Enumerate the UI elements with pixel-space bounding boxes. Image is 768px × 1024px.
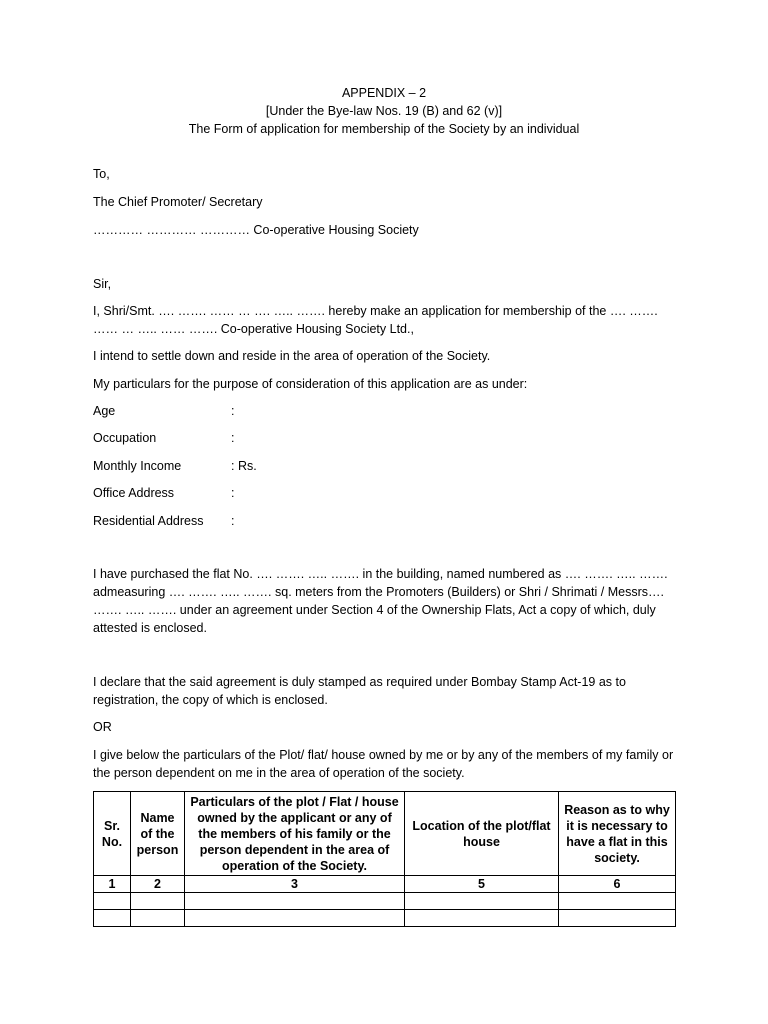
table-cell bbox=[559, 893, 676, 910]
society-name-line: ………… ………… ………… Co-operative Housing Society bbox=[93, 223, 419, 237]
field-label: Monthly Income bbox=[93, 458, 182, 473]
field-occupation bbox=[93, 429, 493, 456]
table-cell bbox=[94, 910, 131, 927]
form-title: The Form of application for membership of the Society by an individual bbox=[188, 122, 580, 136]
field-age bbox=[93, 402, 493, 429]
declaration-paragraph: I declare that the said agreement is duly stamped as required under Bombay Stamp Act-19 as to registration, the copy of which is enclosed. bbox=[93, 675, 626, 707]
field-value: : Rs. bbox=[231, 458, 257, 473]
particulars-intro: My particulars for the purpose of consideration of this application are as under: bbox=[93, 377, 528, 391]
field-label: Office Address bbox=[93, 486, 175, 501]
field-value: : bbox=[231, 513, 235, 528]
column-header-name: Name of the person bbox=[131, 792, 185, 876]
table-cell bbox=[405, 910, 559, 927]
column-header-sr-no: Sr. No. bbox=[94, 792, 131, 876]
table-row bbox=[94, 910, 676, 927]
or-line: OR bbox=[93, 720, 112, 734]
salutation: Sir, bbox=[93, 277, 112, 291]
field-value: : bbox=[231, 431, 235, 446]
column-header-location: Location of the plot/flat house bbox=[405, 792, 559, 876]
field-residential-address bbox=[93, 512, 493, 539]
table-cell bbox=[185, 910, 405, 927]
to-line: To, bbox=[93, 167, 110, 181]
plot-particulars-table bbox=[93, 791, 676, 927]
field-label: Residential Address bbox=[93, 513, 204, 528]
table-cell bbox=[94, 893, 131, 910]
table-cell bbox=[131, 910, 185, 927]
application-paragraph: I, Shri/Smt. …. ……. …… … …. ….. ……. hereby make an application for membership of the …. ……. …… … ….. …… ……. Co-operative Housing Society Ltd., bbox=[93, 304, 658, 336]
table-cell bbox=[559, 910, 676, 927]
field-label: Occupation bbox=[93, 431, 157, 446]
table-cell bbox=[185, 893, 405, 910]
intent-paragraph: I intend to settle down and reside in the area of operation of the Society. bbox=[93, 349, 491, 363]
column-number: 5 bbox=[405, 876, 559, 893]
column-header-reason: Reason as to why it is necessary to have a flat in this society. bbox=[559, 792, 676, 876]
column-number: 1 bbox=[94, 876, 131, 893]
column-number: 6 bbox=[559, 876, 676, 893]
table-header-row bbox=[94, 792, 676, 876]
plot-particulars-intro: I give below the particulars of the Plot/ flat/ house owned by me or by any of the members of my family or the person dependent on me in the area of operation of the society. bbox=[93, 748, 674, 780]
table-number-row bbox=[94, 876, 676, 893]
field-label: Age bbox=[93, 404, 116, 418]
column-number: 3 bbox=[185, 876, 405, 893]
recipient-line: The Chief Promoter/ Secretary bbox=[93, 195, 263, 209]
field-monthly-income bbox=[93, 457, 493, 484]
particulars-fields bbox=[93, 402, 493, 539]
appendix-heading: APPENDIX – 2 bbox=[341, 86, 427, 100]
document-header bbox=[0, 84, 768, 138]
table-cell bbox=[131, 893, 185, 910]
table-cell bbox=[405, 893, 559, 910]
table-row bbox=[94, 893, 676, 910]
byelaw-reference: [Under the Bye-law Nos. 19 (B) and 62 (v)] bbox=[265, 104, 503, 118]
column-header-particulars: Particulars of the plot / Flat / house owned by the applicant or any of the members of his family or the person dependent in the area of operation of the Society. bbox=[185, 792, 405, 876]
field-office-address bbox=[93, 484, 493, 511]
column-number: 2 bbox=[131, 876, 185, 893]
field-value: : bbox=[231, 486, 235, 501]
flat-purchase-paragraph: I have purchased the flat No. …. ……. ….. ……. in the building, named numbered as …. ……. ….. ……. admeasuring …. ……. ….. ……. sq. meters from the Promoters (Builders) or Shri / Shrimati / Messrs…. ……. ….. ……. under an agreement under Section 4 of the Ownership Flats, Act a copy of which, duly attested is enclosed. bbox=[93, 567, 668, 635]
field-value: : bbox=[231, 404, 235, 418]
